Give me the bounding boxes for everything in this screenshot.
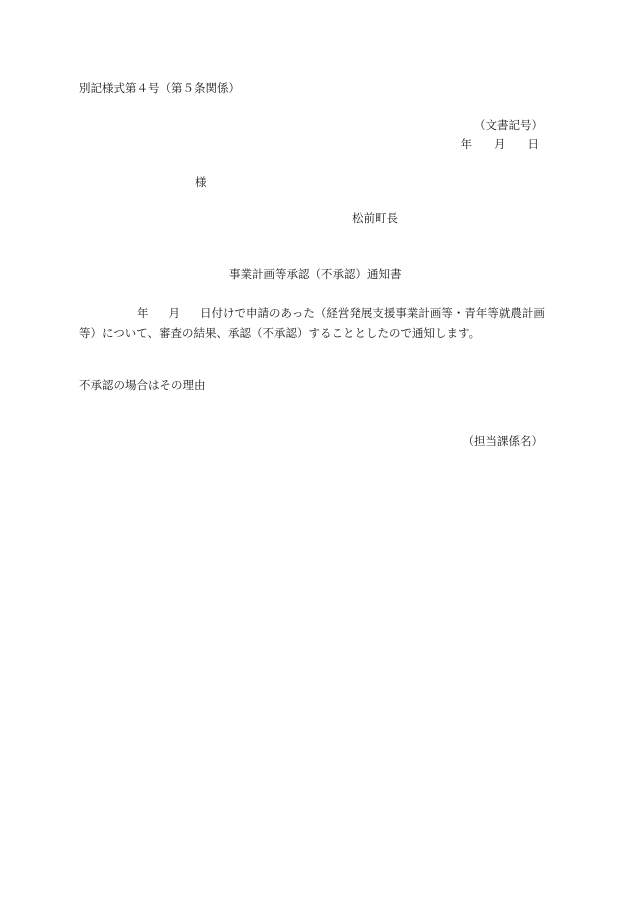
- body-year: 年: [137, 306, 149, 320]
- date-line: [461, 136, 540, 152]
- body-paragraph: [79, 303, 549, 343]
- body-month: 月: [168, 306, 180, 320]
- reason-label: 不承認の場合はその理由: [79, 378, 206, 392]
- body-text: 日付けで申請のあった（経営発展支援事業計画等・青年等就農計画等）について、審査の結果、承認（不承認）することとしたので通知します。: [79, 306, 545, 340]
- date-year: 年: [460, 137, 472, 151]
- sender: 松前町長: [352, 211, 398, 225]
- date-day: 日: [527, 137, 539, 151]
- document-reference: （文書記号）: [474, 118, 543, 132]
- addressee: 様: [195, 175, 207, 189]
- date-month: 月: [494, 137, 506, 151]
- form-number: 別記様式第４号（第５条関係）: [79, 81, 240, 95]
- document-title: 事業計画等承認（不承認）通知書: [229, 267, 402, 281]
- department-name: （担当課係名）: [462, 434, 543, 448]
